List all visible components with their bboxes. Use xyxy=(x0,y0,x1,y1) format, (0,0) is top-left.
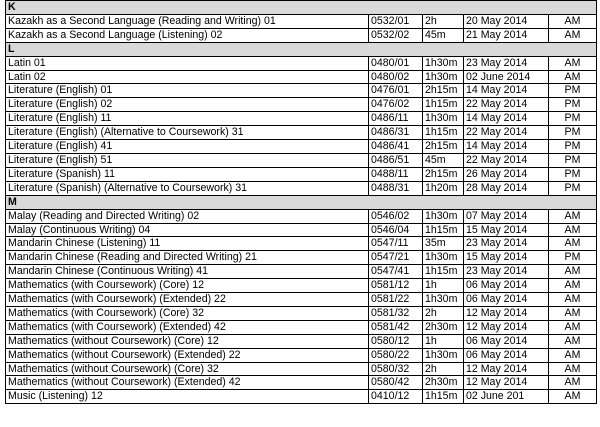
subject-cell: Literature (Spanish) 11 xyxy=(6,167,369,181)
exam-date-cell: 28 May 2014 xyxy=(464,181,549,195)
session-cell: AM xyxy=(549,279,597,293)
table-row xyxy=(6,140,597,154)
session-cell: PM xyxy=(549,84,597,98)
duration-cell: 45m xyxy=(423,28,464,42)
session-cell: PM xyxy=(549,153,597,167)
syllabus-code-cell: 0547/41 xyxy=(369,265,423,279)
table-row xyxy=(6,251,597,265)
exam-date-cell: 15 May 2014 xyxy=(464,223,549,237)
session-cell: PM xyxy=(549,140,597,154)
table-row xyxy=(6,70,597,84)
session-cell: PM xyxy=(549,167,597,181)
session-cell: AM xyxy=(549,237,597,251)
exam-date-cell: 14 May 2014 xyxy=(464,112,549,126)
table-row xyxy=(6,84,597,98)
exam-date-cell: 07 May 2014 xyxy=(464,209,549,223)
syllabus-code-cell: 0581/22 xyxy=(369,293,423,307)
exam-date-cell: 12 May 2014 xyxy=(464,320,549,334)
syllabus-code-cell: 0546/02 xyxy=(369,209,423,223)
session-cell: PM xyxy=(549,181,597,195)
table-row xyxy=(6,306,597,320)
session-cell: AM xyxy=(549,348,597,362)
session-cell: AM xyxy=(549,362,597,376)
table-row xyxy=(6,223,597,237)
session-cell: AM xyxy=(549,320,597,334)
section-letter: K xyxy=(6,1,597,15)
subject-cell: Mandarin Chinese (Reading and Directed Writing) 21 xyxy=(6,251,369,265)
table-row xyxy=(6,334,597,348)
session-cell: AM xyxy=(549,390,597,404)
subject-cell: Mathematics (with Coursework) (Core) 12 xyxy=(6,279,369,293)
syllabus-code-cell: 0580/12 xyxy=(369,334,423,348)
exam-date-cell: 12 May 2014 xyxy=(464,306,549,320)
section-header-row xyxy=(6,1,597,15)
exam-date-cell: 02 June 201 xyxy=(464,390,549,404)
subject-cell: Literature (English) (Alternative to Coursework) 31 xyxy=(6,126,369,140)
duration-cell: 2h15m xyxy=(423,167,464,181)
syllabus-code-cell: 0488/31 xyxy=(369,181,423,195)
session-cell: AM xyxy=(549,28,597,42)
session-cell: AM xyxy=(549,334,597,348)
duration-cell: 1h15m xyxy=(423,126,464,140)
syllabus-code-cell: 0581/12 xyxy=(369,279,423,293)
subject-cell: Latin 01 xyxy=(6,56,369,70)
table-row xyxy=(6,98,597,112)
syllabus-code-cell: 0486/41 xyxy=(369,140,423,154)
table-row xyxy=(6,237,597,251)
duration-cell: 1h30m xyxy=(423,56,464,70)
syllabus-code-cell: 0480/02 xyxy=(369,70,423,84)
syllabus-code-cell: 0546/04 xyxy=(369,223,423,237)
duration-cell: 2h xyxy=(423,306,464,320)
subject-cell: Kazakh as a Second Language (Listening) 02 xyxy=(6,28,369,42)
table-row xyxy=(6,209,597,223)
subject-cell: Mathematics (with Coursework) (Extended) 22 xyxy=(6,293,369,307)
timetable-table xyxy=(5,0,597,404)
table-row xyxy=(6,348,597,362)
exam-date-cell: 06 May 2014 xyxy=(464,348,549,362)
exam-date-cell: 20 May 2014 xyxy=(464,14,549,28)
duration-cell: 2h15m xyxy=(423,84,464,98)
duration-cell: 1h15m xyxy=(423,390,464,404)
duration-cell: 1h15m xyxy=(423,223,464,237)
session-cell: AM xyxy=(549,56,597,70)
duration-cell: 1h xyxy=(423,334,464,348)
table-row xyxy=(6,320,597,334)
duration-cell: 1h30m xyxy=(423,112,464,126)
syllabus-code-cell: 0581/32 xyxy=(369,306,423,320)
syllabus-code-cell: 0580/42 xyxy=(369,376,423,390)
session-cell: AM xyxy=(549,14,597,28)
subject-cell: Literature (English) 41 xyxy=(6,140,369,154)
duration-cell: 1h xyxy=(423,279,464,293)
subject-cell: Literature (Spanish) (Alternative to Coursework) 31 xyxy=(6,181,369,195)
syllabus-code-cell: 0581/42 xyxy=(369,320,423,334)
duration-cell: 2h30m xyxy=(423,376,464,390)
subject-cell: Mathematics (without Coursework) (Core) 12 xyxy=(6,334,369,348)
session-cell: PM xyxy=(549,98,597,112)
subject-cell: Mathematics (without Coursework) (Extended) 22 xyxy=(6,348,369,362)
session-cell: PM xyxy=(549,251,597,265)
subject-cell: Malay (Continuous Writing) 04 xyxy=(6,223,369,237)
subject-cell: Literature (English) 02 xyxy=(6,98,369,112)
subject-cell: Mathematics (without Coursework) (Core) 32 xyxy=(6,362,369,376)
syllabus-code-cell: 0547/11 xyxy=(369,237,423,251)
table-row xyxy=(6,112,597,126)
exam-date-cell: 21 May 2014 xyxy=(464,28,549,42)
subject-cell: Malay (Reading and Directed Writing) 02 xyxy=(6,209,369,223)
session-cell: AM xyxy=(549,306,597,320)
syllabus-code-cell: 0476/01 xyxy=(369,84,423,98)
duration-cell: 2h15m xyxy=(423,140,464,154)
session-cell: AM xyxy=(549,376,597,390)
session-cell: AM xyxy=(549,265,597,279)
session-cell: PM xyxy=(549,112,597,126)
exam-date-cell: 23 May 2014 xyxy=(464,237,549,251)
syllabus-code-cell: 0410/12 xyxy=(369,390,423,404)
syllabus-code-cell: 0488/11 xyxy=(369,167,423,181)
duration-cell: 2h xyxy=(423,362,464,376)
table-row xyxy=(6,153,597,167)
exam-date-cell: 02 June 2014 xyxy=(464,70,549,84)
exam-date-cell: 12 May 2014 xyxy=(464,376,549,390)
table-row xyxy=(6,376,597,390)
duration-cell: 2h xyxy=(423,14,464,28)
duration-cell: 1h30m xyxy=(423,348,464,362)
exam-date-cell: 22 May 2014 xyxy=(464,98,549,112)
table-row xyxy=(6,167,597,181)
syllabus-code-cell: 0532/01 xyxy=(369,14,423,28)
subject-cell: Mathematics (with Coursework) (Extended) 42 xyxy=(6,320,369,334)
table-row xyxy=(6,181,597,195)
duration-cell: 35m xyxy=(423,237,464,251)
subject-cell: Mandarin Chinese (Listening) 11 xyxy=(6,237,369,251)
table-row xyxy=(6,14,597,28)
exam-timetable xyxy=(5,0,596,404)
subject-cell: Kazakh as a Second Language (Reading and Writing) 01 xyxy=(6,14,369,28)
exam-date-cell: 26 May 2014 xyxy=(464,167,549,181)
section-letter: L xyxy=(6,42,597,56)
table-row xyxy=(6,293,597,307)
subject-cell: Literature (English) 51 xyxy=(6,153,369,167)
syllabus-code-cell: 0486/31 xyxy=(369,126,423,140)
section-header-row xyxy=(6,195,597,209)
duration-cell: 1h15m xyxy=(423,98,464,112)
table-row xyxy=(6,362,597,376)
exam-date-cell: 22 May 2014 xyxy=(464,126,549,140)
syllabus-code-cell: 0476/02 xyxy=(369,98,423,112)
syllabus-code-cell: 0580/32 xyxy=(369,362,423,376)
exam-date-cell: 12 May 2014 xyxy=(464,362,549,376)
syllabus-code-cell: 0486/11 xyxy=(369,112,423,126)
subject-cell: Literature (English) 11 xyxy=(6,112,369,126)
section-letter: M xyxy=(6,195,597,209)
subject-cell: Latin 02 xyxy=(6,70,369,84)
session-cell: PM xyxy=(549,126,597,140)
table-row xyxy=(6,28,597,42)
table-row xyxy=(6,390,597,404)
session-cell: AM xyxy=(549,70,597,84)
duration-cell: 45m xyxy=(423,153,464,167)
syllabus-code-cell: 0486/51 xyxy=(369,153,423,167)
duration-cell: 1h30m xyxy=(423,70,464,84)
duration-cell: 1h20m xyxy=(423,181,464,195)
exam-date-cell: 22 May 2014 xyxy=(464,153,549,167)
exam-date-cell: 15 May 2014 xyxy=(464,251,549,265)
exam-date-cell: 14 May 2014 xyxy=(464,140,549,154)
session-cell: AM xyxy=(549,223,597,237)
subject-cell: Literature (English) 01 xyxy=(6,84,369,98)
exam-date-cell: 06 May 2014 xyxy=(464,279,549,293)
syllabus-code-cell: 0547/21 xyxy=(369,251,423,265)
exam-date-cell: 14 May 2014 xyxy=(464,84,549,98)
duration-cell: 1h30m xyxy=(423,251,464,265)
exam-date-cell: 23 May 2014 xyxy=(464,265,549,279)
exam-date-cell: 23 May 2014 xyxy=(464,56,549,70)
subject-cell: Music (Listening) 12 xyxy=(6,390,369,404)
subject-cell: Mandarin Chinese (Continuous Writing) 41 xyxy=(6,265,369,279)
table-row xyxy=(6,265,597,279)
session-cell: AM xyxy=(549,293,597,307)
section-header-row xyxy=(6,42,597,56)
session-cell: AM xyxy=(549,209,597,223)
table-row xyxy=(6,279,597,293)
subject-cell: Mathematics (without Coursework) (Extended) 42 xyxy=(6,376,369,390)
syllabus-code-cell: 0580/22 xyxy=(369,348,423,362)
table-row xyxy=(6,56,597,70)
exam-date-cell: 06 May 2014 xyxy=(464,334,549,348)
syllabus-code-cell: 0532/02 xyxy=(369,28,423,42)
duration-cell: 2h30m xyxy=(423,320,464,334)
duration-cell: 1h30m xyxy=(423,293,464,307)
duration-cell: 1h15m xyxy=(423,265,464,279)
exam-date-cell: 06 May 2014 xyxy=(464,293,549,307)
syllabus-code-cell: 0480/01 xyxy=(369,56,423,70)
table-row xyxy=(6,126,597,140)
subject-cell: Mathematics (with Coursework) (Core) 32 xyxy=(6,306,369,320)
duration-cell: 1h30m xyxy=(423,209,464,223)
